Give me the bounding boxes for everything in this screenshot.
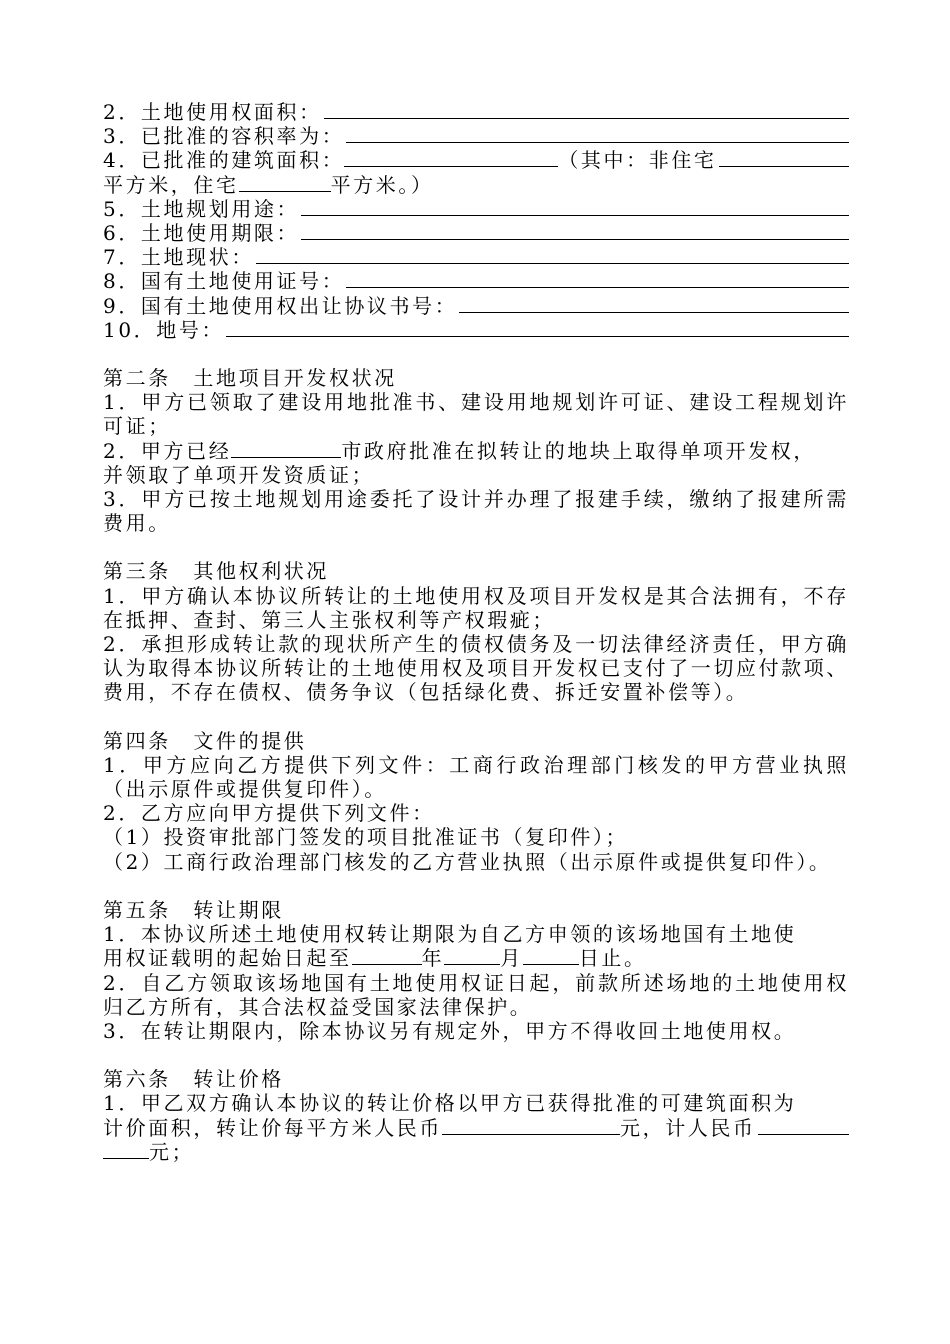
field-label: 9．国有土地使用权出让协议书号：: [103, 293, 458, 318]
paragraph: （2）工商行政治理部门核发的乙方营业执照（出示原件或提供复印件）。: [103, 849, 832, 874]
blank-line: [352, 947, 422, 965]
paragraph: 1．甲方已领取了建设用地批准书、建设用地规划许可证、建设工程规划许可证；: [103, 390, 849, 439]
contract-document: [103, 100, 849, 1164]
blank-line: [523, 947, 579, 965]
field-label: 8．国有土地使用证号：: [103, 269, 345, 294]
field-label: 3．已批准的容积率为：: [103, 124, 345, 149]
article-title: 第六条 转让价格: [103, 1067, 284, 1092]
blank-line: [103, 1141, 149, 1159]
paragraph: 1．甲方应向乙方提供下列文件：工商行政治理部门核发的甲方营业执照（出示原件或提供复印件）。: [103, 752, 849, 802]
paragraph: [103, 439, 849, 463]
blank-line: [444, 947, 500, 965]
paragraph: [103, 1140, 849, 1164]
text: 日止。: [578, 946, 647, 971]
field-label: 10．地号：: [103, 317, 225, 342]
text: 元，计人民币: [620, 1115, 756, 1140]
field-label: 6．土地使用期限：: [103, 221, 300, 246]
blank-line: [226, 319, 849, 337]
cert-no-row: [103, 269, 849, 293]
plot-ratio-row: [103, 124, 849, 148]
article-3: [103, 559, 849, 704]
paragraph: 2．自乙方领取该场地国有土地使用权证日起，前款所述场地的土地使用权归乙方所有，其合法权益受国家法律保护。: [103, 970, 849, 1019]
text: 年: [421, 946, 445, 971]
field-label: 平方米。）: [330, 172, 434, 197]
article-title: 第五条 转让期限: [103, 897, 284, 922]
field-label: 4．已批准的建筑面积：: [103, 148, 345, 173]
land-use-row: [103, 197, 849, 221]
article-title: 第四条 文件的提供: [103, 728, 307, 753]
blank-line: [344, 149, 558, 167]
text: 计价面积，转让价每平方米人民币: [103, 1115, 442, 1140]
paragraph: 2．乙方应向甲方提供下列文件：: [103, 801, 435, 826]
field-label: 5．土地规划用途：: [103, 196, 300, 221]
field-label: 7．土地现状：: [103, 245, 254, 270]
paragraph: 1．甲乙双方确认本协议的转让价格以甲方已获得批准的可建筑面积为: [103, 1091, 797, 1116]
blank-line: [324, 101, 849, 119]
blank-line: [231, 440, 341, 458]
article-4: [103, 729, 849, 874]
paragraph: 3．甲方已按土地规划用途委托了设计并办理了报建手续，缴纳了报建所需费用。: [103, 487, 849, 536]
field-label: （其中：非住宅: [558, 148, 717, 173]
paragraph: 3．在转让期限内，除本协议另有规定外，甲方不得收回土地使用权。: [103, 1018, 797, 1043]
blank-line: [346, 270, 849, 288]
building-area-row-2: [103, 173, 849, 197]
text: 用权证载明的起始日起至: [103, 946, 352, 971]
text: 月: [500, 946, 523, 971]
paragraph: 2．承担形成转让款的现状所产生的债权债务及一切法律经济责任，甲方确认为取得本协议所转让的土地使用权及项目开发权已支付了一切应付款项、费用，不存在债权、债务争议（包括绿化费、拆迁安置补偿等）。: [103, 632, 849, 705]
article-5: [103, 898, 849, 1043]
blank-line: [719, 149, 849, 167]
text: 2．甲方已经: [103, 438, 232, 463]
paragraph: （1）投资审批部门签发的项目批准证书（复印件）；: [103, 825, 629, 850]
agreement-no-row: [103, 294, 849, 318]
paragraph: [103, 1116, 849, 1140]
blank-line: [442, 1117, 620, 1135]
article-6: [103, 1067, 849, 1164]
land-area-row: [103, 100, 849, 124]
article-title: 第三条 其他权利状况: [103, 559, 329, 584]
article-2: [103, 366, 849, 535]
blank-line: [459, 295, 849, 313]
field-label: 2．土地使用权面积：: [103, 100, 322, 124]
paragraph: 1．本协议所述土地使用权转让期限为自乙方申领的该场地国有土地使: [103, 922, 797, 947]
status-row: [103, 245, 849, 269]
article-title: 第二条 土地项目开发权状况: [103, 366, 397, 391]
blank-line: [239, 174, 331, 192]
building-area-row: [103, 148, 849, 172]
paragraph: 并领取了单项开发资质证；: [103, 462, 375, 487]
paragraph: [103, 946, 849, 970]
blank-line: [301, 222, 849, 240]
field-label: 平方米，住宅: [103, 172, 239, 197]
text: 市政府批准在拟转让的地块上取得单项开发权，: [341, 438, 816, 463]
term-row: [103, 221, 849, 245]
blank-line: [301, 198, 849, 216]
blank-line: [256, 246, 849, 264]
blank-line: [346, 125, 849, 143]
text: 元；: [149, 1139, 195, 1164]
paragraph: 1．甲方确认本协议所转让的土地使用权及项目开发权是其合法拥有，不存在抵押、查封、第三人主张权利等产权瑕疵；: [103, 583, 849, 632]
blank-line: [758, 1117, 849, 1135]
lot-no-row: [103, 318, 849, 342]
